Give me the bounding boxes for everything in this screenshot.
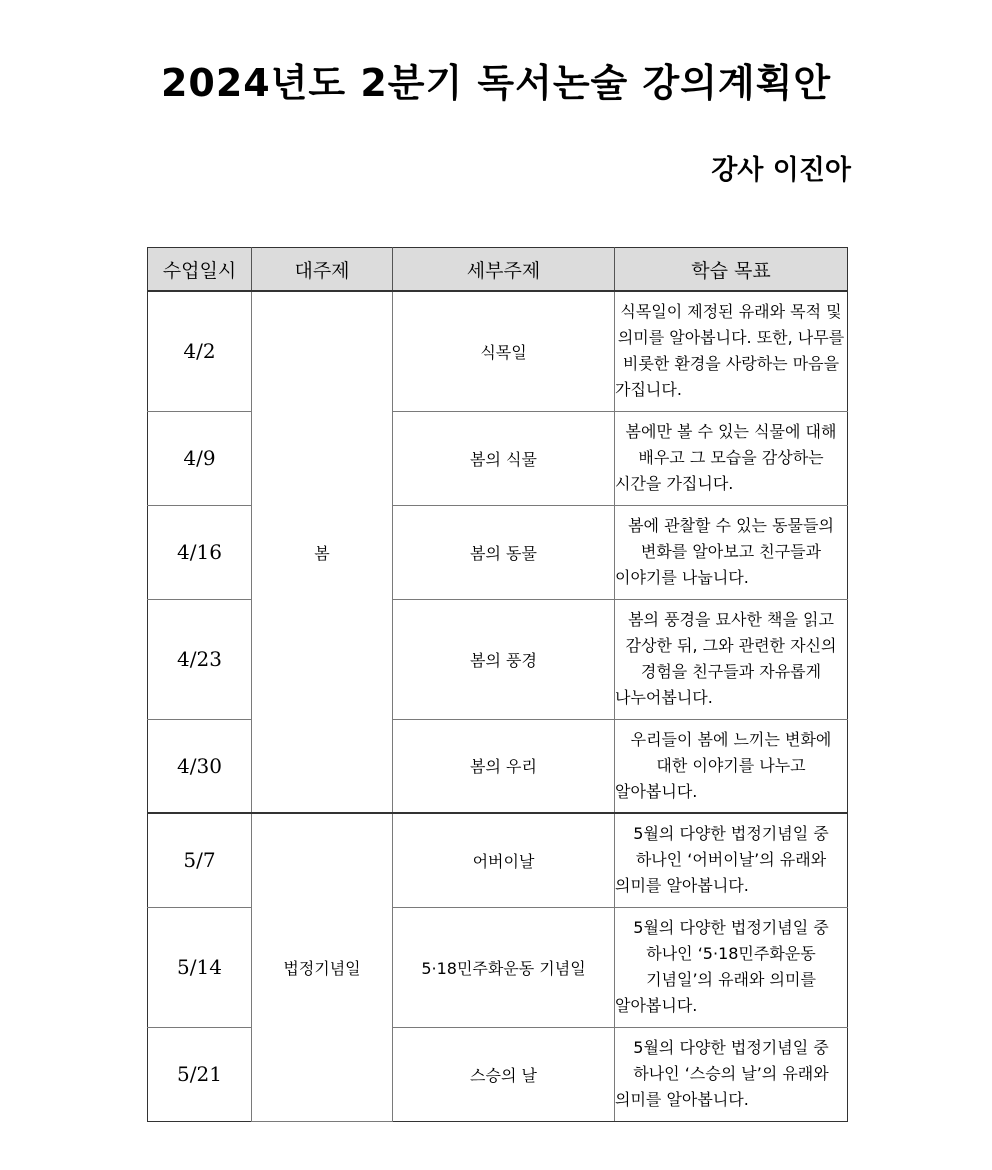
subtopic-cell: 어버이날 [393, 813, 615, 907]
goal-cell: 5월의 다양한 법정기념일 중 하나인 ‘스승의 날’의 유래와 의미를 알아봅니다. [615, 1027, 848, 1121]
table-row [148, 291, 848, 411]
date-cell: 4/30 [148, 719, 252, 813]
theme-cell-holidays: 법정기념일 [252, 813, 393, 1121]
date-cell: 5/14 [148, 907, 252, 1027]
date-cell: 5/21 [148, 1027, 252, 1121]
subtopic-cell: 봄의 우리 [393, 719, 615, 813]
goal-cell: 식목일이 제정된 유래와 목적 및 의미를 알아봅니다. 또한, 나무를 비롯한 환경을 사랑하는 마음을 가집니다. [615, 291, 848, 411]
header-goal: 학습 목표 [615, 248, 848, 292]
goal-cell: 봄에만 볼 수 있는 식물에 대해 배우고 그 모습을 감상하는 시간을 가집니다. [615, 411, 848, 505]
header-subtopic: 세부주제 [393, 248, 615, 292]
subtopic-cell: 5·18민주화운동 기념일 [393, 907, 615, 1027]
date-cell: 4/2 [148, 291, 252, 411]
document-title: 2024년도 2분기 독서논술 강의계획안 [160, 61, 832, 105]
goal-cell: 5월의 다양한 법정기념일 중 하나인 ‘어버이날’의 유래와 의미를 알아봅니다. [615, 813, 848, 907]
table-row [148, 813, 848, 907]
subtopic-cell: 봄의 식물 [393, 411, 615, 505]
date-cell: 4/23 [148, 599, 252, 719]
subtopic-cell: 봄의 동물 [393, 505, 615, 599]
goal-cell: 5월의 다양한 법정기념일 중 하나인 ‘5·18민주화운동 기념일’의 유래와 의미를 알아봅니다. [615, 907, 848, 1027]
goal-cell: 우리들이 봄에 느끼는 변화에 대한 이야기를 나누고 알아봅니다. [615, 719, 848, 813]
header-theme: 대주제 [252, 248, 393, 292]
header-date: 수업일시 [148, 248, 252, 292]
date-cell: 4/9 [148, 411, 252, 505]
instructor-name: 강사 이진아 [711, 155, 851, 186]
lesson-plan-table [147, 247, 848, 1122]
date-cell: 5/7 [148, 813, 252, 907]
goal-cell: 봄에 관찰할 수 있는 동물들의 변화를 알아보고 친구들과 이야기를 나눕니다. [615, 505, 848, 599]
subtopic-cell: 스승의 날 [393, 1027, 615, 1121]
date-cell: 4/16 [148, 505, 252, 599]
subtopic-cell: 식목일 [393, 291, 615, 411]
subtopic-cell: 봄의 풍경 [393, 599, 615, 719]
goal-cell: 봄의 풍경을 묘사한 책을 읽고 감상한 뒤, 그와 관련한 자신의 경험을 친구들과 자유롭게 나누어봅니다. [615, 599, 848, 719]
theme-cell-spring: 봄 [252, 291, 393, 813]
table-header-row [148, 248, 848, 292]
